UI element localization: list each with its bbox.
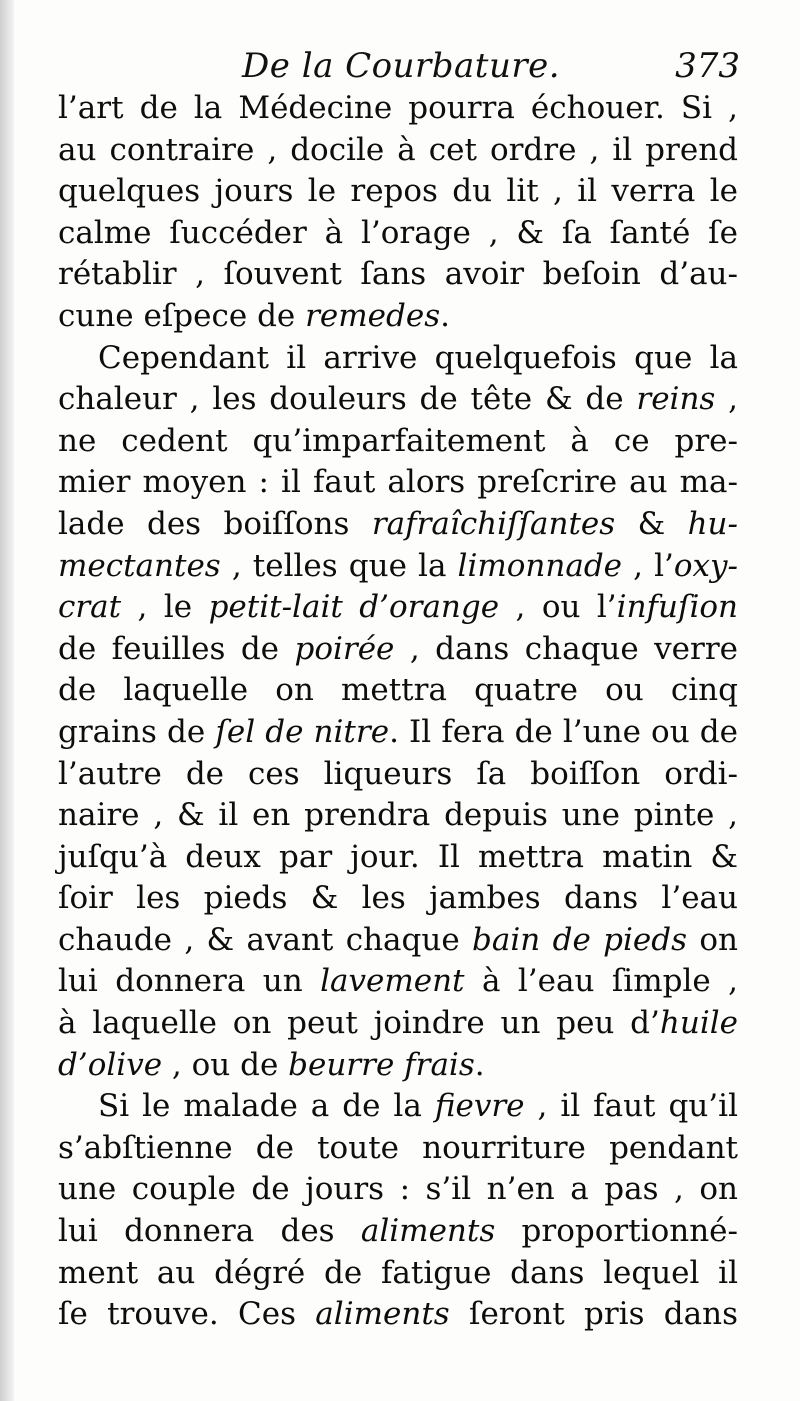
italic-text: rafraîchiſſantes	[371, 505, 616, 542]
text-line	[58, 1169, 738, 1211]
text-segment: mier moyen : il faut alors preſcrire au ma-	[58, 464, 738, 501]
text-segment: l’autre de ces liqueurs ſa boiſſon ordi-	[58, 755, 738, 792]
page-gutter-shadow	[0, 0, 14, 1401]
text-line	[58, 629, 738, 671]
text-segment: proportionné-	[495, 1213, 739, 1250]
text-segment: ne cedent qu’imparfaitement à ce pre-	[58, 422, 738, 459]
text-segment: , l’	[622, 547, 674, 584]
text-line	[58, 920, 738, 962]
text-line	[58, 338, 738, 380]
italic-text: oxy-	[673, 547, 738, 584]
text-line	[58, 379, 738, 421]
text-line	[58, 795, 738, 837]
text-segment: chaleur , les douleurs de tête & de	[58, 381, 637, 418]
text-segment: ſoir les pieds & les jambes dans l’eau	[58, 880, 738, 917]
text-segment: .	[474, 1046, 485, 1083]
text-segment: , il faut qu’il	[524, 1088, 738, 1125]
text-segment: , ou de	[162, 1046, 289, 1083]
text-line	[58, 504, 738, 546]
text-segment: lui donnera un	[58, 963, 321, 1000]
text-segment: rétablir , ſouvent ſans avoir beſoin d’au-	[58, 256, 738, 293]
text-segment: ment au dégré de fatigue dans lequel il	[58, 1254, 738, 1291]
italic-text: aliments	[360, 1213, 496, 1250]
text-segment: cune eſpece de	[58, 297, 306, 334]
text-segment: , dans chaque verre	[394, 630, 738, 667]
text-segment: calme ſuccéder à l’orage , & ſa ſanté ſe	[58, 214, 738, 251]
text-line	[58, 1003, 738, 1045]
text-segment: .	[440, 297, 450, 334]
italic-text: aliments	[315, 1296, 450, 1333]
italic-text: mectantes	[58, 547, 221, 584]
text-segment: une couple de jours : s’il n’en a pas , on	[58, 1171, 738, 1208]
text-line	[58, 546, 738, 588]
text-segment: . Il fera de l’une ou de	[389, 713, 738, 750]
italic-text: fievre	[434, 1088, 525, 1125]
text-segment: ſeront pris dans	[449, 1296, 738, 1333]
text-line	[58, 1294, 738, 1336]
text-line	[58, 1045, 738, 1087]
italic-text: reins	[636, 381, 716, 418]
text-line	[58, 130, 738, 172]
italic-text: bain de pieds	[472, 921, 688, 958]
italic-text: ſel de nitre	[215, 713, 390, 750]
text-segment: , telles que la	[220, 547, 458, 584]
page-number: 373	[675, 46, 740, 86]
text-segment: Si le malade a de la	[98, 1088, 435, 1125]
text-segment: grains de	[58, 713, 216, 750]
text-segment: chaude , & avant chaque	[58, 921, 473, 958]
text-line	[58, 670, 738, 712]
text-segment: à l’eau ſimple ,	[464, 963, 739, 1000]
italic-text: poirée	[294, 630, 395, 667]
text-segment: s’abſtienne de toute nourriture pendant	[58, 1129, 738, 1166]
text-segment: lui donnera des	[58, 1213, 361, 1250]
italic-text: crat	[58, 589, 122, 626]
text-segment: on	[687, 921, 738, 958]
text-segment: Cependant il arrive quelquefois que la	[98, 339, 738, 376]
italic-text: huile	[659, 1005, 738, 1042]
text-segment: ,	[715, 381, 738, 418]
text-segment: ſe trouve. Ces	[58, 1296, 316, 1333]
text-line	[58, 213, 738, 255]
italic-text: d’olive	[58, 1046, 163, 1083]
text-segment: lade des boiſſons	[58, 505, 372, 542]
text-line	[58, 587, 738, 629]
text-line	[58, 961, 738, 1003]
text-segment: au contraire , docile à cet ordre , il prend	[58, 131, 738, 168]
text-segment: l’art de la Médecine pourra échouer. Si ,	[58, 90, 738, 126]
text-segment: , le	[121, 589, 209, 626]
running-title: De la Courbature.	[242, 46, 561, 86]
text-segment: , ou l’	[499, 589, 617, 626]
text-line	[58, 462, 738, 504]
text-line	[58, 1253, 738, 1295]
text-line	[58, 878, 738, 920]
text-line	[58, 88, 738, 130]
italic-text: petit-lait d’orange	[208, 589, 500, 626]
italic-text: infuſion	[616, 589, 738, 626]
body-text	[58, 88, 738, 1336]
text-segment: naire , & il en prendra depuis une pinte ,	[58, 797, 738, 834]
italic-text: hu-	[687, 505, 738, 542]
italic-text: limonnade	[457, 547, 623, 584]
text-line	[58, 837, 738, 879]
text-line	[58, 421, 738, 463]
text-segment: &	[615, 505, 688, 542]
text-segment: juſqu’à deux par jour. Il mettra matin &	[58, 838, 738, 875]
text-line	[58, 1211, 738, 1253]
text-line	[58, 1086, 738, 1128]
text-line	[58, 296, 738, 338]
text-line	[58, 254, 738, 296]
text-line	[58, 754, 738, 796]
italic-text: beurre frais	[288, 1046, 475, 1083]
text-line	[58, 712, 738, 754]
text-segment: à laquelle on peut joindre un peu d’	[58, 1005, 660, 1042]
text-segment: quelques jours le repos du lit , il verra le	[58, 173, 738, 210]
text-segment: de feuilles de	[58, 630, 295, 667]
text-segment: de laquelle on mettra quatre ou cinq	[58, 672, 738, 709]
italic-text: lavement	[320, 963, 465, 1000]
text-line	[58, 171, 738, 213]
text-line	[58, 1128, 738, 1170]
italic-text: remedes	[305, 297, 441, 334]
